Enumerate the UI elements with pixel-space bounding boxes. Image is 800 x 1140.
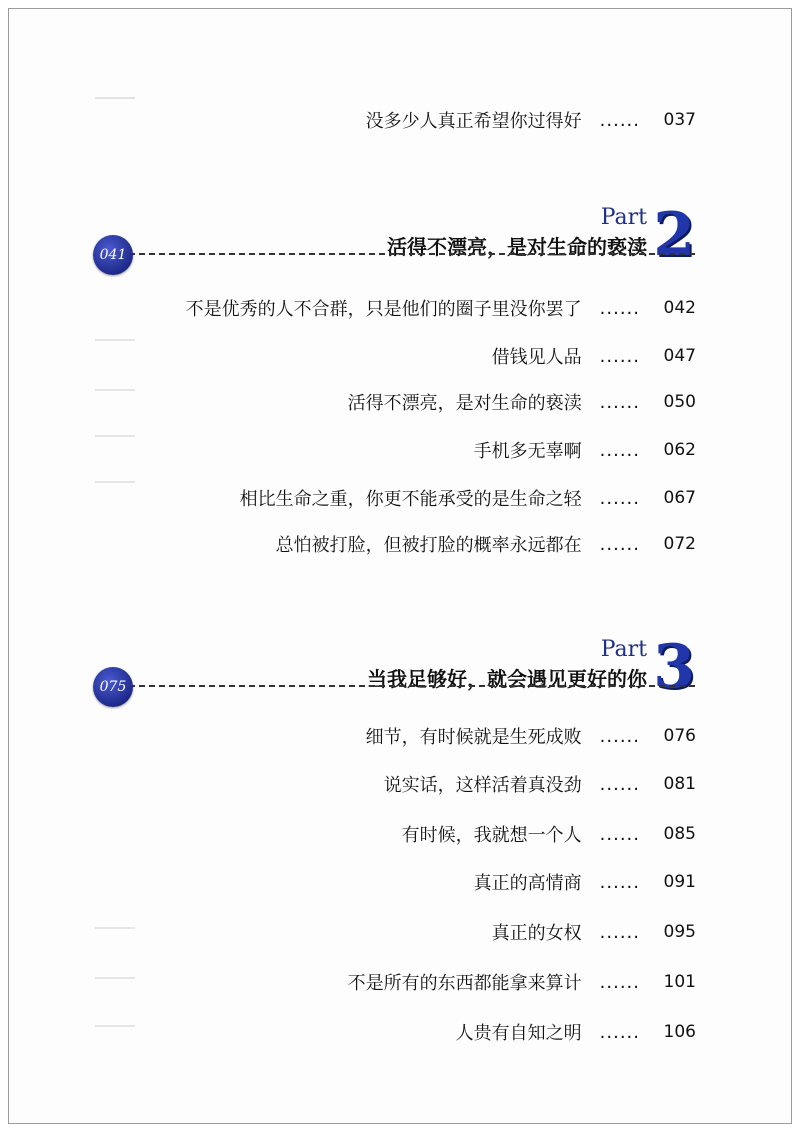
toc-entry[interactable] <box>366 105 696 135</box>
part-2-header <box>95 200 695 270</box>
toc-page-number: 091 <box>663 872 696 892</box>
toc-leader-dots: ...... <box>599 109 640 131</box>
toc-entry-title: 说实话，这样活着真没劲 <box>383 775 582 796</box>
toc-page-number: 047 <box>663 346 696 366</box>
toc-entry-title: 真正的女权 <box>491 923 582 944</box>
toc-leader-dots: ...... <box>599 725 640 747</box>
toc-entry-title: 活得不漂亮，是对生命的亵渎 <box>347 393 582 414</box>
bleed-through-mark <box>95 327 135 341</box>
toc-entry-title: 总怕被打脸，但被打脸的概率永远都在 <box>275 535 582 556</box>
toc-entry-title: 人贵有自知之明 <box>455 1023 582 1044</box>
toc-leader-dots: ...... <box>599 773 640 795</box>
part-divider <box>119 685 695 687</box>
toc-leader-dots: ...... <box>599 391 640 413</box>
toc-page-number: 062 <box>663 440 696 460</box>
toc-page-number: 042 <box>663 298 696 318</box>
part-3-header <box>95 632 695 702</box>
toc-page-number: 076 <box>663 726 696 746</box>
toc-page-number: 072 <box>663 534 696 554</box>
toc-entry-title: 没多少人真正希望你过得好 <box>365 111 582 132</box>
bleed-through-mark <box>95 377 135 391</box>
toc-page-number: 050 <box>663 392 696 412</box>
bleed-through-mark <box>95 915 135 929</box>
toc-entry[interactable] <box>492 917 696 947</box>
toc-page-number: 095 <box>663 922 696 942</box>
toc-leader-dots: ...... <box>599 823 640 845</box>
toc-entry-title: 不是优秀的人不合群，只是他们的圈子里没你罢了 <box>185 299 582 320</box>
toc-entry-title: 细节，有时候就是生死成败 <box>365 727 582 748</box>
toc-page-number: 067 <box>663 488 696 508</box>
bleed-through-mark <box>95 1013 135 1027</box>
toc-leader-dots: ...... <box>599 297 640 319</box>
toc-page-number: 085 <box>663 824 696 844</box>
part-label: Part <box>600 637 647 662</box>
toc-page-number: 037 <box>663 110 696 130</box>
toc-page <box>8 8 792 1124</box>
bleed-through-mark <box>95 85 135 99</box>
toc-entry[interactable] <box>474 435 696 465</box>
toc-entry[interactable] <box>456 1017 696 1047</box>
toc-entry-title: 真正的高情商 <box>473 873 582 894</box>
toc-page-number: 081 <box>663 774 696 794</box>
part-label: Part <box>600 205 647 230</box>
bleed-through-mark <box>95 423 135 437</box>
bleed-through-mark <box>95 469 135 483</box>
toc-entry[interactable] <box>492 341 696 371</box>
toc-entry-title: 借钱见人品 <box>491 347 582 368</box>
toc-leader-dots: ...... <box>599 487 640 509</box>
toc-entry-title: 相比生命之重，你更不能承受的是生命之轻 <box>239 489 582 510</box>
toc-leader-dots: ...... <box>599 971 640 993</box>
part-number: 2 <box>653 200 695 270</box>
toc-entry[interactable] <box>366 721 696 751</box>
toc-entry[interactable] <box>240 483 696 513</box>
toc-entry[interactable] <box>276 529 696 559</box>
toc-leader-dots: ...... <box>599 533 640 555</box>
toc-entry-title: 有时候，我就想一个人 <box>401 825 582 846</box>
part-number: 3 <box>653 632 695 702</box>
toc-page-number: 101 <box>663 972 696 992</box>
part-title[interactable]: 当我足够好，就会遇见更好的你 <box>367 667 647 691</box>
part-title[interactable]: 活得不漂亮，是对生命的亵渎 <box>387 235 647 259</box>
toc-leader-dots: ...... <box>599 921 640 943</box>
toc-leader-dots: ...... <box>599 1021 640 1043</box>
toc-entry[interactable] <box>348 967 696 997</box>
toc-entry[interactable] <box>384 769 696 799</box>
part-start-page-badge: 041 <box>93 235 133 275</box>
bleed-through-mark <box>95 965 135 979</box>
toc-entry[interactable] <box>186 293 696 323</box>
toc-entry[interactable] <box>402 819 696 849</box>
toc-entry[interactable] <box>474 867 696 897</box>
toc-leader-dots: ...... <box>599 871 640 893</box>
part-start-page-badge: 075 <box>93 667 133 707</box>
toc-entry[interactable] <box>348 387 696 417</box>
part-divider <box>119 253 695 255</box>
toc-page-number: 106 <box>663 1022 696 1042</box>
toc-leader-dots: ...... <box>599 345 640 367</box>
toc-leader-dots: ...... <box>599 439 640 461</box>
toc-entry-title: 不是所有的东西都能拿来算计 <box>347 973 582 994</box>
toc-entry-title: 手机多无辜啊 <box>473 441 582 462</box>
